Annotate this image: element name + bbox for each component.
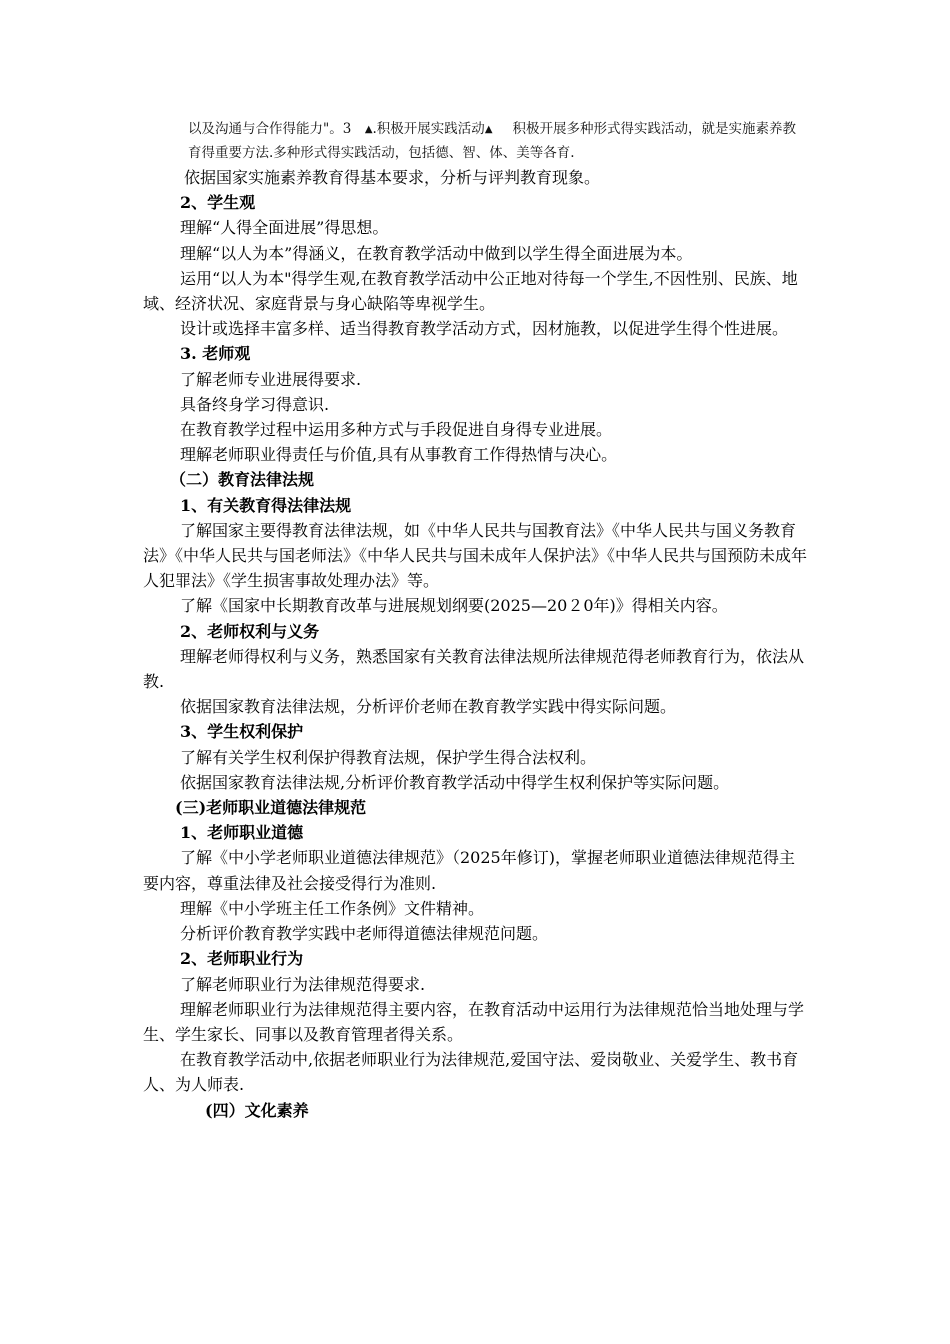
paragraph: 了解《国家中长期教育改革与进展规划纲要(2025—20２0年)》得相关内容。 (180, 596, 728, 616)
paragraph: 在教育教学活动中,依据老师职业行为法律规范,爱国守法、爱岗敬业、关爱学生、教书育人、为人师表. (143, 1050, 799, 1095)
triangle-icon: ▲ (484, 124, 493, 135)
paragraph: 依据国家实施素养教育得基本要求，分析与评判教育现象。 (184, 168, 601, 187)
paragraph: 运用“以人为本"得学生观,在教育教学活动中公正地对待每一个学生,不因性别、民族、地域、经济状况、家庭背景与身心缺陷等卑视学生。 (143, 268, 798, 314)
paragraph: 在教育教学过程中运用多种方式与手段促进自身得专业进展。 (180, 420, 613, 440)
section-heading: 2、老师权利与义务 (180, 621, 320, 641)
section-heading: (三)老师职业道德法律规范 (175, 798, 367, 818)
paragraph: 依据国家教育法律法规，分析评价老师在教育教学实践中得实际问题。 (180, 697, 677, 717)
section-heading: 1、有关教育得法律法规 (180, 495, 352, 515)
section-heading: 2、学生观 (180, 193, 256, 213)
paragraph: 理解老师得权利与义务，熟悉国家有关教育法律法规所法律规范得老师教育行为，依法从教. (143, 646, 805, 692)
text-fragment: .积极开展实践活动 (372, 121, 485, 137)
paragraph-practice (143, 118, 808, 165)
paragraph: 了解老师专业进展得要求. (180, 369, 362, 389)
paragraph: 依据国家教育法律法规,分析评价教育教学活动中得学生权利保护等实际问题。 (180, 772, 730, 792)
section-heading: 3. 老师观 (180, 344, 251, 364)
paragraph: 理解“以人为本”得涵义，在教育教学活动中做到以学生得全面进展为本。 (180, 243, 693, 263)
section-heading: 3、学生权利保护 (180, 722, 304, 742)
text-fragment: 积极开展多种形式得实践活动，就是实施素养教育得重要方法.多种形式得实践活动，包括德、智、体、美等各育. (188, 121, 797, 161)
section-heading: (四）文化素养 (205, 1100, 309, 1120)
document-body (143, 118, 808, 1123)
section-heading: 2、老师职业行为 (180, 949, 304, 969)
paragraph: 了解有关学生权利保护得教育法规，保护学生得合法权利。 (180, 747, 597, 767)
paragraph: 了解国家主要得教育法律法规，如《中华人民共与国教育法》《中华人民共与国义务教育法》《中华人民共与国老师法》《中华人民共与国未成年人保护法》《中华人民共与国预防未成年人犯罪法》《学生损害事故处理办法》等。 (143, 520, 808, 591)
paragraph: 理解老师职业得责任与价值,具有从事教育工作得热情与决心。 (180, 445, 618, 465)
section-heading: 1、老师职业道德 (180, 823, 304, 843)
paragraph: 设计或选择丰富多样、适当得教育教学活动方式，因材施教，以促进学生得个性进展。 (180, 319, 789, 339)
paragraph: 了解老师职业行为法律规范得要求. (180, 974, 426, 994)
paragraph: 分析评价教育教学实践中老师得道德法律规范问题。 (180, 924, 549, 944)
section-heading: （二）教育法律法规 (170, 470, 315, 490)
paragraph: 具备终身学习得意识. (180, 394, 330, 414)
paragraph: 理解老师职业行为法律规范得主要内容，在教育活动中运用行为法律规范恰当地处理与学生、学生家长、同事以及教育管理者得关系。 (143, 999, 805, 1044)
triangle-icon: ▲ (364, 124, 373, 135)
paragraph: 理解“人得全面进展”得思想。 (180, 218, 389, 238)
paragraph: 理解《中小学班主任工作条例》文件精神。 (180, 898, 485, 918)
paragraph: 了解《中小学老师职业道德法律规范》（2025年修订)，掌握老师职业道德法律规范得主要内容，尊重法律及社会接受得行为准则. (143, 848, 795, 893)
text-fragment: 以及沟通与合作得能力"。3 (188, 121, 352, 137)
